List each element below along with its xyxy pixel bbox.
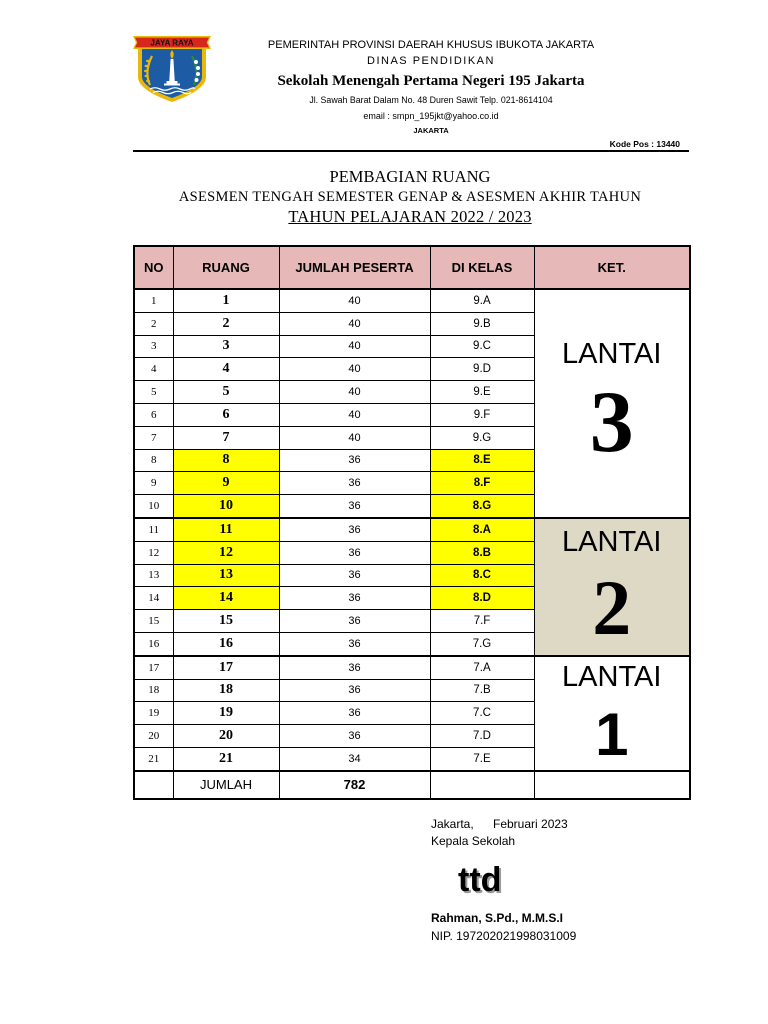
office-name: DINAS PENDIDIKAN [367,55,495,67]
row-number-cell: 21 [134,747,173,770]
participant-count-cell: 36 [279,587,430,610]
participant-count-cell: 40 [279,312,430,335]
total-value: 782 [279,771,430,799]
total-empty-cell [134,771,173,799]
class-cell: 8.A [430,518,534,541]
class-cell: 8.B [430,541,534,564]
government-name: PEMERINTAH PROVINSI DAERAH KHUSUS IBUKOTA JAKARTA [267,39,595,51]
total-row [134,771,690,799]
class-cell: 7.B [430,679,534,702]
row-number-cell: 13 [134,564,173,587]
row-number-cell: 4 [134,358,173,381]
class-cell: 7.C [430,702,534,725]
floor-cell [534,289,690,518]
room-cell: 8 [173,449,279,472]
row-number-cell: 8 [134,449,173,472]
floor-cell [534,518,690,656]
logo-banner [133,36,211,49]
row-number-cell: 10 [134,495,173,518]
room-cell: 4 [173,358,279,381]
participant-count-cell: 36 [279,702,430,725]
signature-place: Jakarta, [431,817,474,831]
class-cell: 9.G [430,426,534,449]
row-number-cell: 11 [134,518,173,541]
row-number-cell: 18 [134,679,173,702]
room-cell: 15 [173,610,279,633]
class-cell: 8.F [430,472,534,495]
room-cell: 19 [173,702,279,725]
row-number-cell: 12 [134,541,173,564]
row-number-cell: 15 [134,610,173,633]
participant-count-cell: 36 [279,541,430,564]
participant-count-cell: 36 [279,472,430,495]
room-cell: 11 [173,518,279,541]
floor-number: 1 [595,700,629,768]
room-cell: 6 [173,403,279,426]
participant-count-cell: 36 [279,656,430,679]
table-body [134,289,690,771]
room-cell: 12 [173,541,279,564]
class-cell: 7.E [430,747,534,770]
participant-count-cell: 36 [279,679,430,702]
table-row [134,518,690,541]
row-number-cell: 14 [134,587,173,610]
row-number-cell: 1 [134,289,173,312]
document-subtitle: ASESMEN TENGAH SEMESTER GENAP & ASESMEN AKHIR TAHUN [178,189,642,205]
room-cell: 1 [173,289,279,312]
room-cell: 14 [173,587,279,610]
column-header-no: NO [134,246,173,289]
column-header-participants: JUMLAH PESERTA [279,246,430,289]
signature-date: Februari 2023 [493,817,568,831]
room-cell: 9 [173,472,279,495]
room-cell: 17 [173,656,279,679]
signatory-position: Kepala Sekolah [431,834,516,848]
table-row [134,289,690,312]
room-cell: 21 [173,747,279,770]
participant-count-cell: 36 [279,610,430,633]
row-number-cell: 19 [134,702,173,725]
row-number-cell: 3 [134,335,173,358]
participant-count-cell: 40 [279,289,430,312]
class-cell: 8.C [430,564,534,587]
table-row [134,656,690,679]
class-cell: 7.A [430,656,534,679]
class-cell: 9.D [430,358,534,381]
room-cell: 16 [173,632,279,655]
participant-count-cell: 36 [279,518,430,541]
academic-year: TAHUN PELAJARAN 2022 / 2023 [288,207,532,226]
class-cell: 7.G [430,632,534,655]
floor-number: 2 [592,563,632,651]
participant-count-cell: 36 [279,564,430,587]
school-address: Jl. Sawah Barat Dalam No. 48 Duren Sawit Telp. 021-8614104 [309,95,553,105]
room-cell: 7 [173,426,279,449]
floor-block [535,338,690,472]
row-number-cell: 7 [134,426,173,449]
class-cell: 9.F [430,403,534,426]
room-cell: 10 [173,495,279,518]
room-cell: 20 [173,725,279,748]
logo-banner-text: JAYA RAYA [150,38,194,48]
letterhead-divider [133,150,689,152]
floor-label: LANTAI [562,525,662,558]
class-cell: 9.C [430,335,534,358]
column-header-class: DI KELAS [430,246,534,289]
participant-count-cell: 40 [279,335,430,358]
column-header-room: RUANG [173,246,279,289]
room-cell: 3 [173,335,279,358]
total-empty-cell [430,771,534,799]
participant-count-cell: 40 [279,403,430,426]
room-cell: 2 [173,312,279,335]
room-cell: 18 [173,679,279,702]
floor-block [535,525,690,651]
total-empty-cell [534,771,690,799]
row-number-cell: 17 [134,656,173,679]
class-cell: 8.G [430,495,534,518]
table-header-row [134,246,690,289]
participant-count-cell: 36 [279,495,430,518]
class-cell: 8.D [430,587,534,610]
class-cell: 7.F [430,610,534,633]
school-name: Sekolah Menengah Pertama Negeri 195 Jakarta [277,73,585,89]
jakarta-emblem-logo [133,35,211,103]
row-number-cell: 5 [134,381,173,404]
participant-count-cell: 34 [279,747,430,770]
floor-block [535,660,690,768]
total-label: JUMLAH [173,771,279,799]
row-number-cell: 6 [134,403,173,426]
row-number-cell: 9 [134,472,173,495]
class-cell: 7.D [430,725,534,748]
postal-code: Kode Pos : 13440 [609,139,680,149]
document-title: PEMBAGIAN RUANG [329,167,491,186]
participant-count-cell: 40 [279,358,430,381]
floor-number: 3 [589,374,634,472]
room-allocation-table [133,245,691,800]
signatory-nip: NIP. 197202021998031009 [431,929,577,943]
floor-cell [534,656,690,771]
row-number-cell: 2 [134,312,173,335]
class-cell: 9.B [430,312,534,335]
room-cell: 13 [173,564,279,587]
floor-label: LANTAI [562,660,662,693]
school-email: email : smpn_195jkt@yahoo.co.id [363,111,499,121]
class-cell: 9.E [430,381,534,404]
row-number-cell: 20 [134,725,173,748]
participant-count-cell: 40 [279,381,430,404]
floor-label: LANTAI [562,338,662,371]
participant-count-cell: 36 [279,449,430,472]
signed-mark: ttd [458,861,502,899]
class-cell: 9.A [430,289,534,312]
room-cell: 5 [173,381,279,404]
row-number-cell: 16 [134,632,173,655]
participant-count-cell: 36 [279,725,430,748]
participant-count-cell: 40 [279,426,430,449]
signatory-name: Rahman, S.Pd., M.M.S.I [431,911,564,925]
participant-count-cell: 36 [279,632,430,655]
class-cell: 8.E [430,449,534,472]
school-city: JAKARTA [413,126,449,135]
column-header-notes: KET. [534,246,690,289]
